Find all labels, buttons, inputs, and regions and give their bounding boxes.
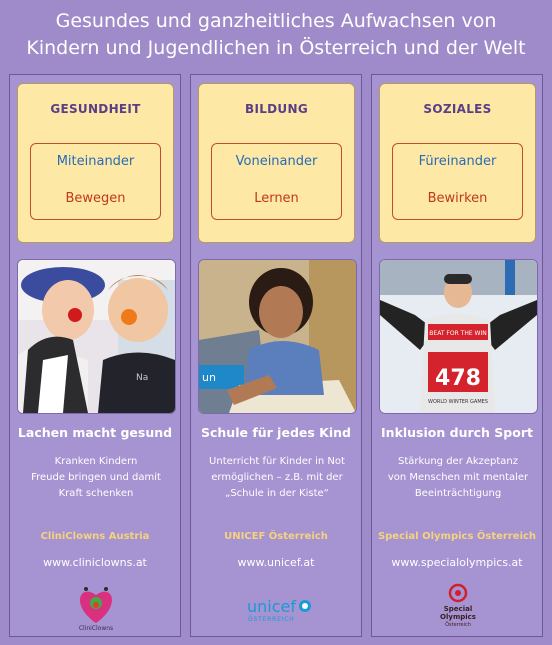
description-line: ermöglichen – z.B. mit der: [211, 472, 343, 483]
column-title: Schule für jedes Kind: [201, 425, 351, 440]
column-title: Inklusion durch Sport: [381, 425, 533, 440]
organization-url-link[interactable]: www.cliniclowns.at: [43, 556, 147, 569]
description-line: Unterricht für Kinder in Not: [209, 456, 345, 467]
column-bildung: [190, 74, 362, 637]
svg-text:Na: Na: [136, 373, 149, 383]
logo-line-2: Olympics: [440, 613, 476, 621]
column-description: [378, 454, 538, 502]
organization-url-link[interactable]: www.unicef.at: [237, 556, 315, 569]
description-line: Kraft schenken: [58, 488, 134, 499]
column-description: [197, 454, 357, 502]
motto-box: [211, 143, 342, 220]
logo-line-3: Österreich: [445, 622, 471, 628]
description-line: „Schule in der Kiste“: [225, 488, 329, 499]
photo-school-girl: [198, 259, 357, 414]
page-header: [0, 0, 552, 72]
organization-url-link[interactable]: www.specialolympics.at: [391, 556, 523, 569]
motto-word-1: Miteinander: [56, 154, 135, 169]
organization-name: CliniClowns Austria: [40, 531, 150, 542]
motto-word-1: Voneinander: [235, 154, 318, 169]
photo-banner-text: un: [202, 371, 216, 384]
category-box: [379, 83, 536, 243]
motto-word-2: Bewegen: [65, 191, 126, 206]
logo-wordmark: unicef: [247, 597, 296, 616]
motto-word-1: Füreinander: [418, 154, 497, 169]
logo-line-1: Special: [443, 605, 473, 613]
header-line-1: Gesundes und ganzheitliches Aufwachsen von: [55, 10, 497, 32]
logo-subtitle: ÖSTERREICH: [248, 616, 295, 623]
organization-name: UNICEF Österreich: [224, 531, 328, 542]
motto-word-2: Bewirken: [427, 191, 488, 206]
column-gesundheit: [9, 74, 181, 637]
description-line: Freude bringen und damit: [31, 472, 161, 483]
bib-bottom-text: WORLD WINTER GAMES: [428, 399, 488, 405]
category-label: BILDUNG: [245, 102, 308, 116]
motto-box: [30, 143, 161, 220]
description-line: Beeinträchtigung: [414, 488, 502, 499]
category-label: SOZIALES: [423, 102, 492, 116]
description-line: Kranken Kindern: [54, 456, 138, 467]
column-description: [16, 454, 176, 502]
unicef-logo: [191, 583, 361, 633]
special-olympics-logo: [372, 583, 542, 633]
column-title: Lachen macht gesund: [17, 425, 173, 440]
category-label: GESUNDHEIT: [50, 102, 141, 116]
header-line-2: Kindern und Jugendlichen in Österreich und der Welt: [26, 37, 526, 59]
organization-name: Special Olympics Österreich: [377, 531, 537, 542]
photo-athlete: [379, 259, 538, 414]
logo-wordmark: CliniClowns: [78, 625, 114, 632]
photo-clowns: [17, 259, 176, 414]
bib-number: 478: [435, 366, 481, 391]
description-line: von Menschen mit mentaler: [387, 472, 529, 483]
motto-box: [392, 143, 523, 220]
category-box: [198, 83, 355, 243]
cliniclowns-logo: [10, 583, 180, 633]
motto-word-2: Lernen: [254, 191, 299, 206]
description-line: Stärkung der Akzeptanz: [398, 456, 518, 467]
column-soziales: [371, 74, 543, 637]
bib-top-text: BEAT FOR THE WIN: [429, 330, 487, 337]
category-box: [17, 83, 174, 243]
